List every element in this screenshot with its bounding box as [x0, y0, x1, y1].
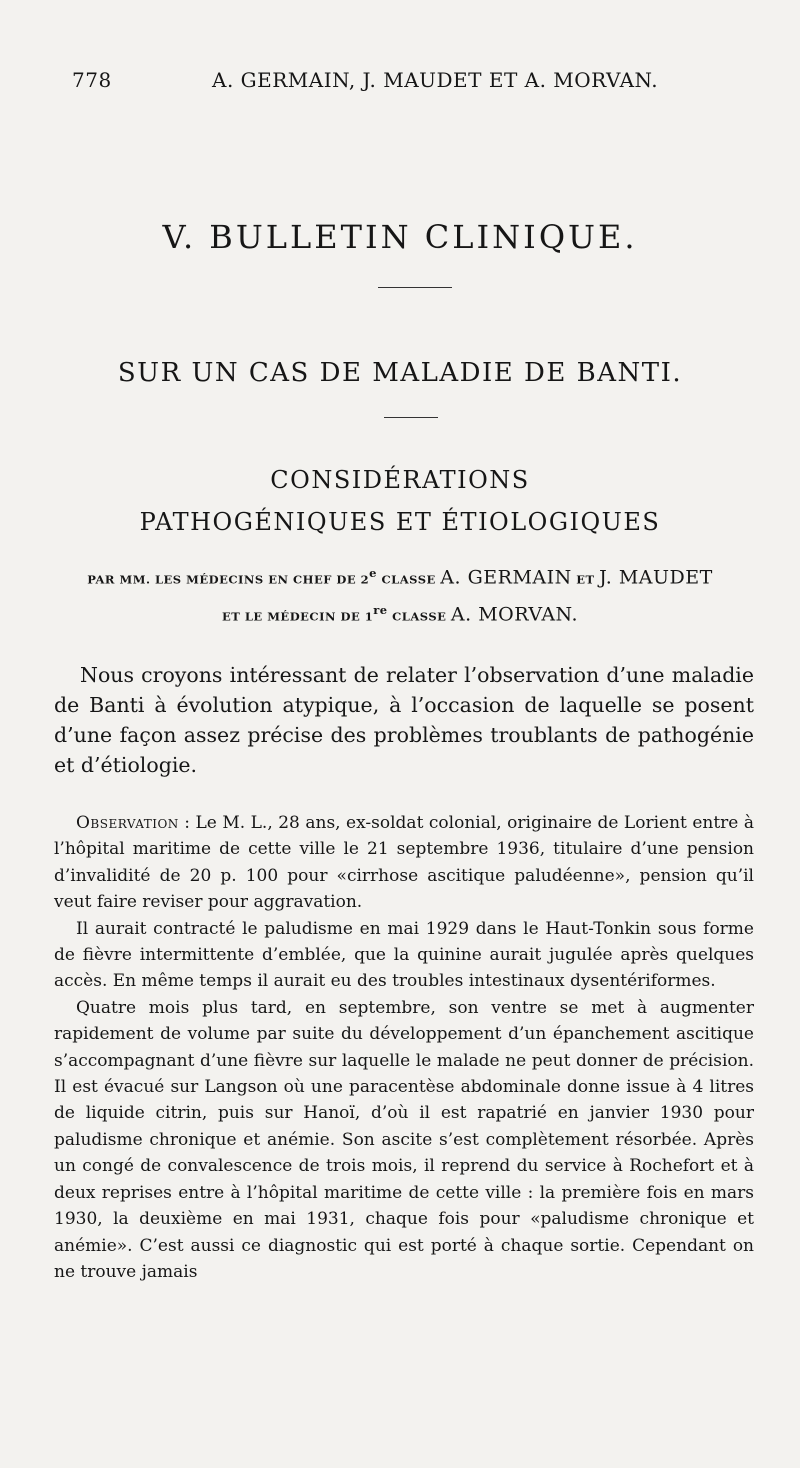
byline-prefix: ET LE MÉDECIN DE 1: [222, 609, 374, 624]
byline-classe: CLASSE: [387, 609, 451, 624]
running-head-authors: A. GERMAIN, J. MAUDET ET A. MORVAN.: [212, 68, 659, 92]
article-subtitle-line-2: PATHOGÉNIQUES ET ÉTIOLOGIQUES: [139, 508, 661, 536]
observation-section: [54, 810, 754, 1285]
author-name: A. MORVAN.: [450, 603, 578, 626]
article-subtitle-line-1: CONSIDÉRATIONS: [270, 466, 530, 494]
divider-rule: [384, 417, 438, 418]
divider-rule: [378, 287, 452, 288]
intro-paragraph: Nous croyons intéressant de relater l’observation d’une maladie de Banti à évolution atypique, à l’occasion de laquelle se posent d’une façon assez précise des problèmes troublants de pathogénie et d’étiologie.: [54, 663, 754, 777]
byline-superscript: re: [373, 603, 388, 617]
byline-superscript: e: [369, 566, 377, 580]
byline-classe: CLASSE: [377, 572, 441, 587]
author-name: A. GERMAIN: [440, 566, 572, 589]
byline-prefix: PAR MM. LES MÉDECINS EN CHEF DE 2: [87, 572, 370, 587]
article-title: SUR UN CAS DE MALADIE DE BANTI.: [117, 358, 683, 388]
observation-text: : Le M. L., 28 ans, ex-soldat colonial, originaire de Lorient entre à l’hôpital maritime de cette ville le 21 septembre 1936, titulaire d’une pension d’invalidité de 20 p. 100 pour «cirrhose ascitique paludéenne», pension qu’il veut faire reviser pour aggravation.: [54, 813, 754, 913]
observation-paragraph-1: [54, 810, 754, 916]
byline-line-1: [0, 566, 800, 588]
section-title: V. BULLETIN CLINIQUE.: [162, 218, 638, 256]
observation-label: Observation: [76, 813, 179, 833]
author-name: J. MAUDET: [599, 566, 713, 589]
byline-conjunction: ET: [571, 572, 600, 587]
byline-line-2: [0, 603, 800, 625]
observation-paragraph-3: Quatre mois plus tard, en septembre, son ventre se met à augmenter rapidement de volume par suite du développement d’un épanchement ascitique s’accompagnant d’une fièvre sur laquelle le malade ne peut donner de précision. Il est évacué sur Langson où une paracentèse abdominale donne issue à 4 litres de liquide citrin, puis sur Hanoï, d’où il est rapatrié en janvier 1930 pour paludisme chronique et anémie. Son ascite s’est complètement résorbée. Après un congé de convalescence de trois mois, il reprend du service à Rochefort et à deux reprises entre à l’hôpital maritime de cette ville : la première fois en mars 1930, la deuxième en mai 1931, chaque fois pour «paludisme chronique et anémie». C’est aussi ce diagnostic qui est porté à chaque sortie. Cependant on ne trouve jamais: [54, 997, 754, 1282]
observation-paragraph-2: Il aurait contracté le paludisme en mai 1929 dans le Haut-Tonkin sous forme de fièvre intermittente d’emblée, que la quinine aurait jugulée après quelques accès. En même temps il aurait eu des troubles intestinaux dysentériformes.: [54, 918, 754, 992]
running-head: [72, 68, 672, 98]
page-number: 778: [72, 68, 112, 92]
